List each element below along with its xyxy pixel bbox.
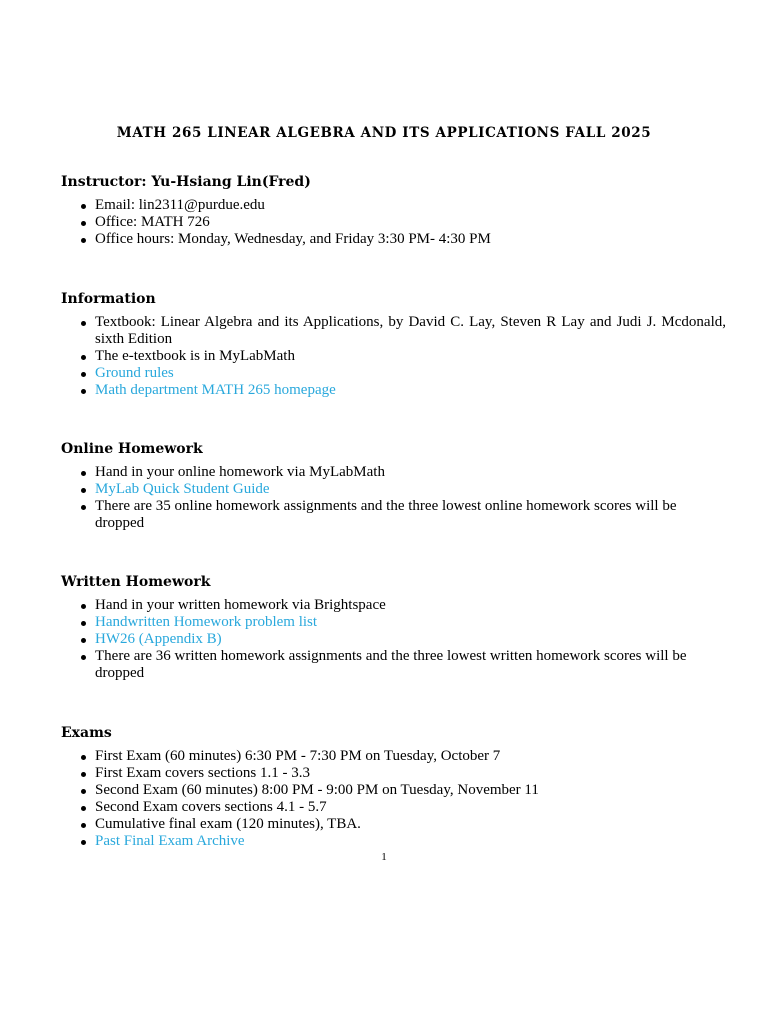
office-hours-text: Office hours: Monday, Wednesday, and Friday 3:30 PM- 4:30 PM [95,231,491,247]
list-item [61,382,726,399]
bullet-icon [81,321,86,326]
math-265-homepage-link[interactable]: Math department MATH 265 homepage [95,382,336,398]
list-item [61,214,726,231]
bullet-icon [81,823,86,828]
list-item [61,631,726,648]
bullet-icon [81,372,86,377]
list-item [61,597,726,614]
information-list [61,314,726,399]
bullet-icon [81,488,86,493]
mylab-guide-link[interactable]: MyLab Quick Student Guide [95,481,270,497]
bullet-icon [81,806,86,811]
list-item [61,614,726,631]
bullet-icon [81,789,86,794]
bullet-icon [81,638,86,643]
online-count-text: There are 35 online homework assignments and the three lowest online homework scores will be dropped [95,498,677,531]
second-exam-coverage-text: Second Exam covers sections 4.1 - 5.7 [95,799,327,815]
past-final-archive-link[interactable]: Past Final Exam Archive [95,833,245,849]
second-exam-time-text: Second Exam (60 minutes) 8:00 PM - 9:00 PM on Tuesday, November 11 [95,782,539,798]
bullet-icon [81,471,86,476]
hw26-appendix-link[interactable]: HW26 (Appendix B) [95,631,222,647]
online-submit-text: Hand in your online homework via MyLabMath [95,464,385,480]
bullet-icon [81,655,86,660]
bullet-icon [81,505,86,510]
list-item [61,748,726,765]
written-homework-heading: Written Homework [61,574,211,590]
list-item [61,648,726,682]
list-item [61,348,726,365]
first-exam-time-text: First Exam (60 minutes) 6:30 PM - 7:30 PM on Tuesday, October 7 [95,748,501,764]
list-item [61,197,726,214]
list-item [61,464,726,481]
bullet-icon [81,604,86,609]
first-exam-coverage-text: First Exam covers sections 1.1 - 3.3 [95,765,310,781]
list-item [61,765,726,782]
instructor-list [61,197,726,248]
written-submit-text: Hand in your written homework via Brightspace [95,597,386,613]
textbook-text: Textbook: Linear Algebra and its Applications, by David C. Lay, Steven R Lay and Judi J. Mcdonald, sixth Edition [95,314,726,347]
list-item [61,498,726,532]
written-homework-section [61,573,726,682]
ground-rules-link[interactable]: Ground rules [95,365,174,381]
list-item [61,365,726,382]
document-title: MATH 265 LINEAR ALGEBRA AND ITS APPLICATIONS FALL 2025 [116,125,652,141]
list-item [61,782,726,799]
list-item [61,481,726,498]
exams-section [61,724,726,850]
list-item [61,799,726,816]
bullet-icon [81,204,86,209]
instructor-section [61,173,726,248]
bullet-icon [81,355,86,360]
list-item [61,231,726,248]
office-text: Office: MATH 726 [95,214,210,230]
information-heading: Information [61,291,156,307]
bullet-icon [81,238,86,243]
bullet-icon [81,221,86,226]
written-homework-list [61,597,726,682]
online-homework-section [61,440,726,532]
bullet-icon [81,389,86,394]
list-item [61,833,726,850]
problem-list-link[interactable]: Handwritten Homework problem list [95,614,318,630]
bullet-icon [81,772,86,777]
online-homework-heading: Online Homework [61,441,203,457]
list-item [61,816,726,833]
exams-list [61,748,726,850]
list-item [61,314,726,348]
bullet-icon [81,840,86,845]
etextbook-text: The e-textbook is in MyLabMath [95,348,295,364]
page-number: 1 [381,851,387,863]
instructor-heading: Instructor: Yu-Hsiang Lin(Fred) [61,174,311,190]
information-section [61,290,726,399]
bullet-icon [81,755,86,760]
bullet-icon [81,621,86,626]
written-count-text: There are 36 written homework assignments and the three lowest written homework scores will be dropped [95,648,687,681]
final-exam-text: Cumulative final exam (120 minutes), TBA. [95,816,361,832]
exams-heading: Exams [61,725,112,741]
email-text: Email: lin2311@purdue.edu [95,197,265,213]
online-homework-list [61,464,726,532]
